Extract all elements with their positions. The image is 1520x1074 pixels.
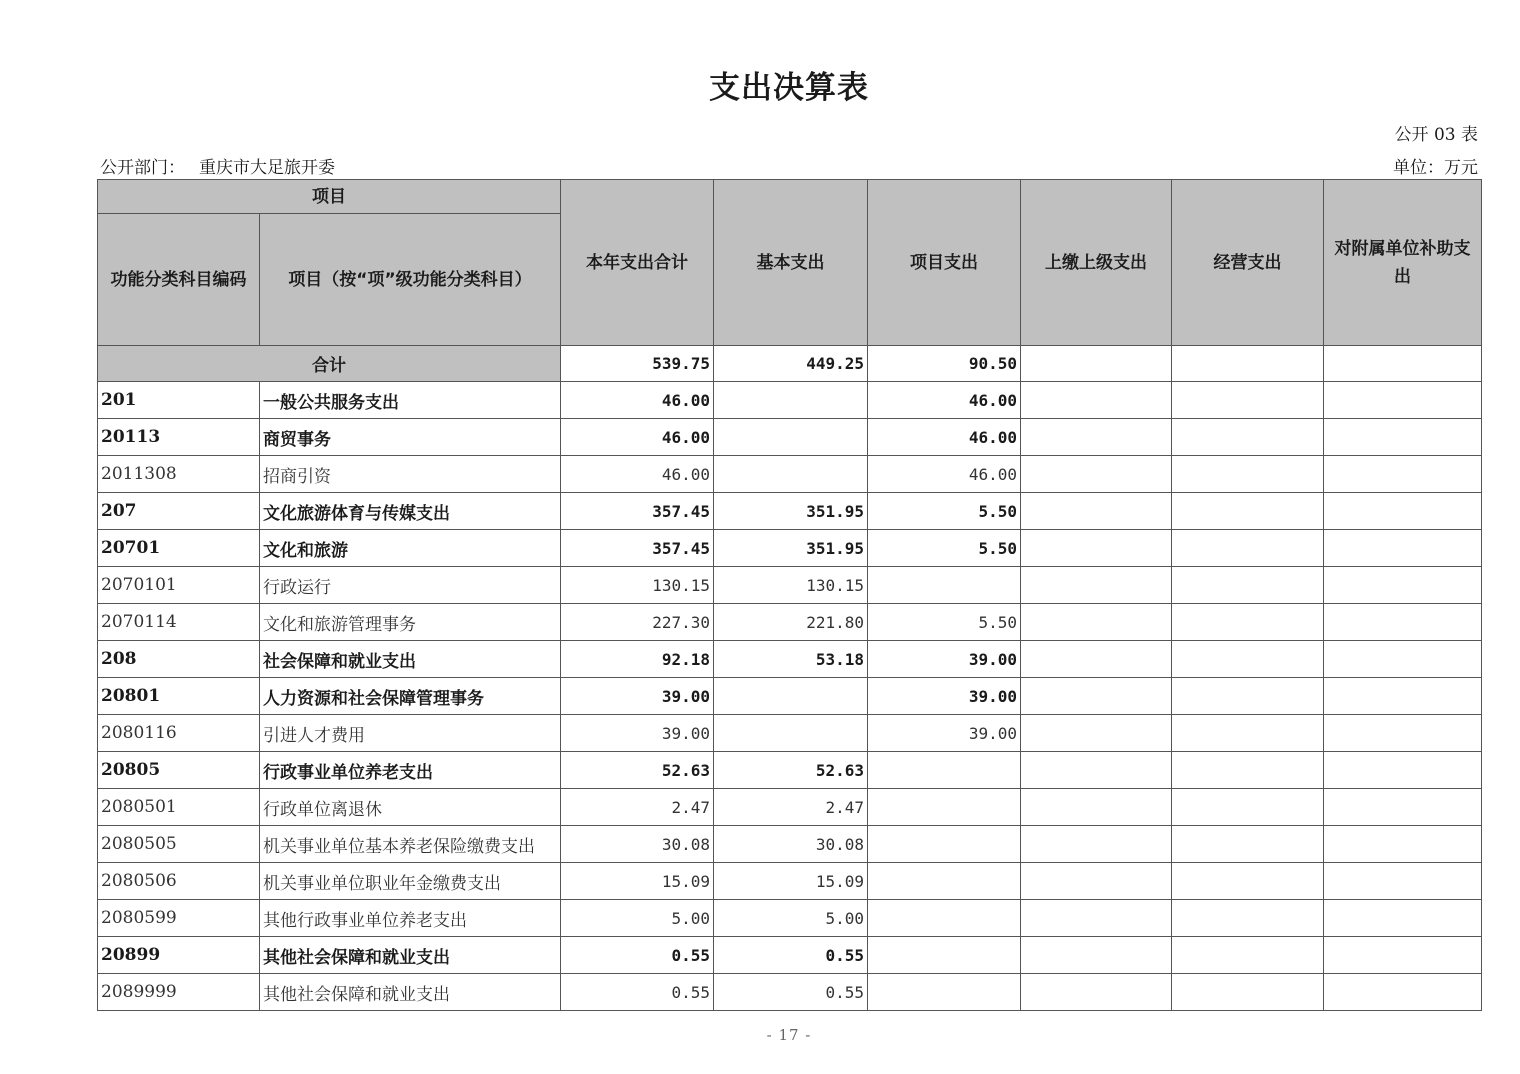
row-superior	[1021, 715, 1172, 752]
row-basic	[714, 382, 868, 419]
row-name: 其他社会保障和就业支出	[260, 974, 561, 1011]
table-row	[98, 752, 1482, 789]
row-name: 机关事业单位基本养老保险缴费支出	[260, 826, 561, 863]
row-total: 227.30	[561, 604, 714, 641]
row-code: 208	[98, 641, 260, 678]
row-basic	[714, 456, 868, 493]
row-code: 20801	[98, 678, 260, 715]
table-row	[98, 604, 1482, 641]
row-subsidy	[1324, 493, 1482, 530]
header-superior: 上缴上级支出	[1021, 180, 1172, 346]
row-subsidy	[1324, 974, 1482, 1011]
row-total: 30.08	[561, 826, 714, 863]
row-subsidy	[1324, 530, 1482, 567]
row-business	[1172, 641, 1324, 678]
total-cell-subsidy	[1324, 346, 1482, 382]
row-basic: 0.55	[714, 937, 868, 974]
row-project: 5.50	[868, 493, 1021, 530]
row-superior	[1021, 900, 1172, 937]
row-basic: 30.08	[714, 826, 868, 863]
row-subsidy	[1324, 419, 1482, 456]
row-code: 20701	[98, 530, 260, 567]
table-row	[98, 826, 1482, 863]
row-superior	[1021, 826, 1172, 863]
total-label: 合计	[98, 346, 561, 382]
document-title: 支出决算表	[709, 70, 869, 106]
row-superior	[1021, 641, 1172, 678]
table-row	[98, 530, 1482, 567]
table-row	[98, 900, 1482, 937]
table-row	[98, 863, 1482, 900]
row-total: 46.00	[561, 382, 714, 419]
row-subsidy	[1324, 826, 1482, 863]
table-row	[98, 493, 1482, 530]
total-row	[98, 346, 1482, 382]
row-business	[1172, 419, 1324, 456]
row-business	[1172, 604, 1324, 641]
row-business	[1172, 900, 1324, 937]
row-code: 2089999	[98, 974, 260, 1011]
row-name: 社会保障和就业支出	[260, 641, 561, 678]
row-business	[1172, 715, 1324, 752]
row-project	[868, 974, 1021, 1011]
row-code: 20805	[98, 752, 260, 789]
row-business	[1172, 974, 1324, 1011]
table-row	[98, 382, 1482, 419]
row-name: 机关事业单位职业年金缴费支出	[260, 863, 561, 900]
department-line	[100, 153, 335, 178]
row-name: 文化和旅游	[260, 530, 561, 567]
row-superior	[1021, 530, 1172, 567]
row-superior	[1021, 493, 1172, 530]
row-superior	[1021, 419, 1172, 456]
row-subsidy	[1324, 715, 1482, 752]
total-cell-basic: 449.25	[714, 346, 868, 382]
table-row	[98, 641, 1482, 678]
department-name: 重庆市大足旅开委	[199, 158, 335, 178]
row-basic: 5.00	[714, 900, 868, 937]
row-subsidy	[1324, 789, 1482, 826]
row-code: 207	[98, 493, 260, 530]
header-basic: 基本支出	[714, 180, 868, 346]
row-project: 46.00	[868, 419, 1021, 456]
row-project	[868, 567, 1021, 604]
row-superior	[1021, 752, 1172, 789]
row-subsidy	[1324, 456, 1482, 493]
table-header	[98, 180, 1482, 346]
table-row	[98, 456, 1482, 493]
row-project	[868, 826, 1021, 863]
row-total: 0.55	[561, 974, 714, 1011]
row-basic: 2.47	[714, 789, 868, 826]
row-basic	[714, 419, 868, 456]
row-total: 130.15	[561, 567, 714, 604]
expenditure-table	[97, 179, 1482, 1011]
row-code: 2080505	[98, 826, 260, 863]
row-subsidy	[1324, 641, 1482, 678]
row-project: 46.00	[868, 456, 1021, 493]
row-subsidy	[1324, 604, 1482, 641]
row-superior	[1021, 937, 1172, 974]
row-total: 39.00	[561, 715, 714, 752]
table-row	[98, 678, 1482, 715]
row-project: 39.00	[868, 715, 1021, 752]
row-code: 2070101	[98, 567, 260, 604]
total-cell-superior	[1021, 346, 1172, 382]
row-code: 201	[98, 382, 260, 419]
row-subsidy	[1324, 678, 1482, 715]
row-superior	[1021, 678, 1172, 715]
row-name: 其他行政事业单位养老支出	[260, 900, 561, 937]
row-project: 46.00	[868, 382, 1021, 419]
row-code: 20113	[98, 419, 260, 456]
row-basic: 15.09	[714, 863, 868, 900]
row-code: 2080501	[98, 789, 260, 826]
row-superior	[1021, 974, 1172, 1011]
table-number: 公开 03 表	[1394, 125, 1478, 145]
row-name: 文化旅游体育与传媒支出	[260, 493, 561, 530]
header-code: 功能分类科目编码	[98, 214, 260, 346]
row-total: 39.00	[561, 678, 714, 715]
row-basic: 221.80	[714, 604, 868, 641]
table-row	[98, 419, 1482, 456]
row-code: 2080599	[98, 900, 260, 937]
header-name: 项目（按“项”级功能分类科目）	[260, 214, 561, 346]
row-name: 人力资源和社会保障管理事务	[260, 678, 561, 715]
table-row	[98, 567, 1482, 604]
row-code: 20899	[98, 937, 260, 974]
table-row	[98, 789, 1482, 826]
row-project	[868, 789, 1021, 826]
row-name: 一般公共服务支出	[260, 382, 561, 419]
row-business	[1172, 863, 1324, 900]
row-project: 5.50	[868, 604, 1021, 641]
row-project: 5.50	[868, 530, 1021, 567]
row-business	[1172, 493, 1324, 530]
row-superior	[1021, 789, 1172, 826]
table-row	[98, 974, 1482, 1011]
row-basic	[714, 715, 868, 752]
row-superior	[1021, 456, 1172, 493]
header-project: 项目支出	[868, 180, 1021, 346]
row-code: 2080116	[98, 715, 260, 752]
row-code: 2080506	[98, 863, 260, 900]
table-body	[98, 346, 1482, 1011]
row-basic: 0.55	[714, 974, 868, 1011]
row-name: 行政单位离退休	[260, 789, 561, 826]
row-basic: 130.15	[714, 567, 868, 604]
unit-label: 单位：万元	[1393, 158, 1478, 178]
row-name: 行政运行	[260, 567, 561, 604]
row-project: 39.00	[868, 641, 1021, 678]
table-row	[98, 937, 1482, 974]
row-project	[868, 937, 1021, 974]
row-total: 357.45	[561, 530, 714, 567]
row-basic: 351.95	[714, 493, 868, 530]
row-basic: 53.18	[714, 641, 868, 678]
row-total: 15.09	[561, 863, 714, 900]
row-name: 其他社会保障和就业支出	[260, 937, 561, 974]
row-business	[1172, 937, 1324, 974]
row-superior	[1021, 567, 1172, 604]
header-subsidy: 对附属单位补助支出	[1324, 180, 1482, 346]
row-name: 行政事业单位养老支出	[260, 752, 561, 789]
row-code: 2070114	[98, 604, 260, 641]
total-cell-total: 539.75	[561, 346, 714, 382]
row-total: 2.47	[561, 789, 714, 826]
row-total: 5.00	[561, 900, 714, 937]
row-total: 46.00	[561, 419, 714, 456]
row-name: 商贸事务	[260, 419, 561, 456]
row-basic: 52.63	[714, 752, 868, 789]
total-cell-business	[1172, 346, 1324, 382]
row-total: 0.55	[561, 937, 714, 974]
header-business: 经营支出	[1172, 180, 1324, 346]
page-number: - 17 -	[766, 1026, 812, 1044]
row-project: 39.00	[868, 678, 1021, 715]
row-superior	[1021, 604, 1172, 641]
row-total: 357.45	[561, 493, 714, 530]
total-cell-project: 90.50	[868, 346, 1021, 382]
row-project	[868, 752, 1021, 789]
row-business	[1172, 382, 1324, 419]
row-total: 46.00	[561, 456, 714, 493]
row-business	[1172, 567, 1324, 604]
row-superior	[1021, 863, 1172, 900]
row-code: 2011308	[98, 456, 260, 493]
row-subsidy	[1324, 752, 1482, 789]
row-name: 文化和旅游管理事务	[260, 604, 561, 641]
row-business	[1172, 826, 1324, 863]
row-subsidy	[1324, 567, 1482, 604]
department-label: 公开部门：	[100, 158, 185, 178]
row-basic	[714, 678, 868, 715]
row-name: 招商引资	[260, 456, 561, 493]
row-business	[1172, 678, 1324, 715]
row-subsidy	[1324, 937, 1482, 974]
row-subsidy	[1324, 382, 1482, 419]
table-row	[98, 715, 1482, 752]
header-item: 项目	[98, 180, 561, 214]
row-basic: 351.95	[714, 530, 868, 567]
row-project	[868, 863, 1021, 900]
row-project	[868, 900, 1021, 937]
row-subsidy	[1324, 863, 1482, 900]
row-name: 引进人才费用	[260, 715, 561, 752]
row-total: 52.63	[561, 752, 714, 789]
row-superior	[1021, 382, 1172, 419]
row-subsidy	[1324, 900, 1482, 937]
header-total: 本年支出合计	[561, 180, 714, 346]
row-business	[1172, 530, 1324, 567]
row-business	[1172, 456, 1324, 493]
row-business	[1172, 752, 1324, 789]
row-total: 92.18	[561, 641, 714, 678]
row-business	[1172, 789, 1324, 826]
